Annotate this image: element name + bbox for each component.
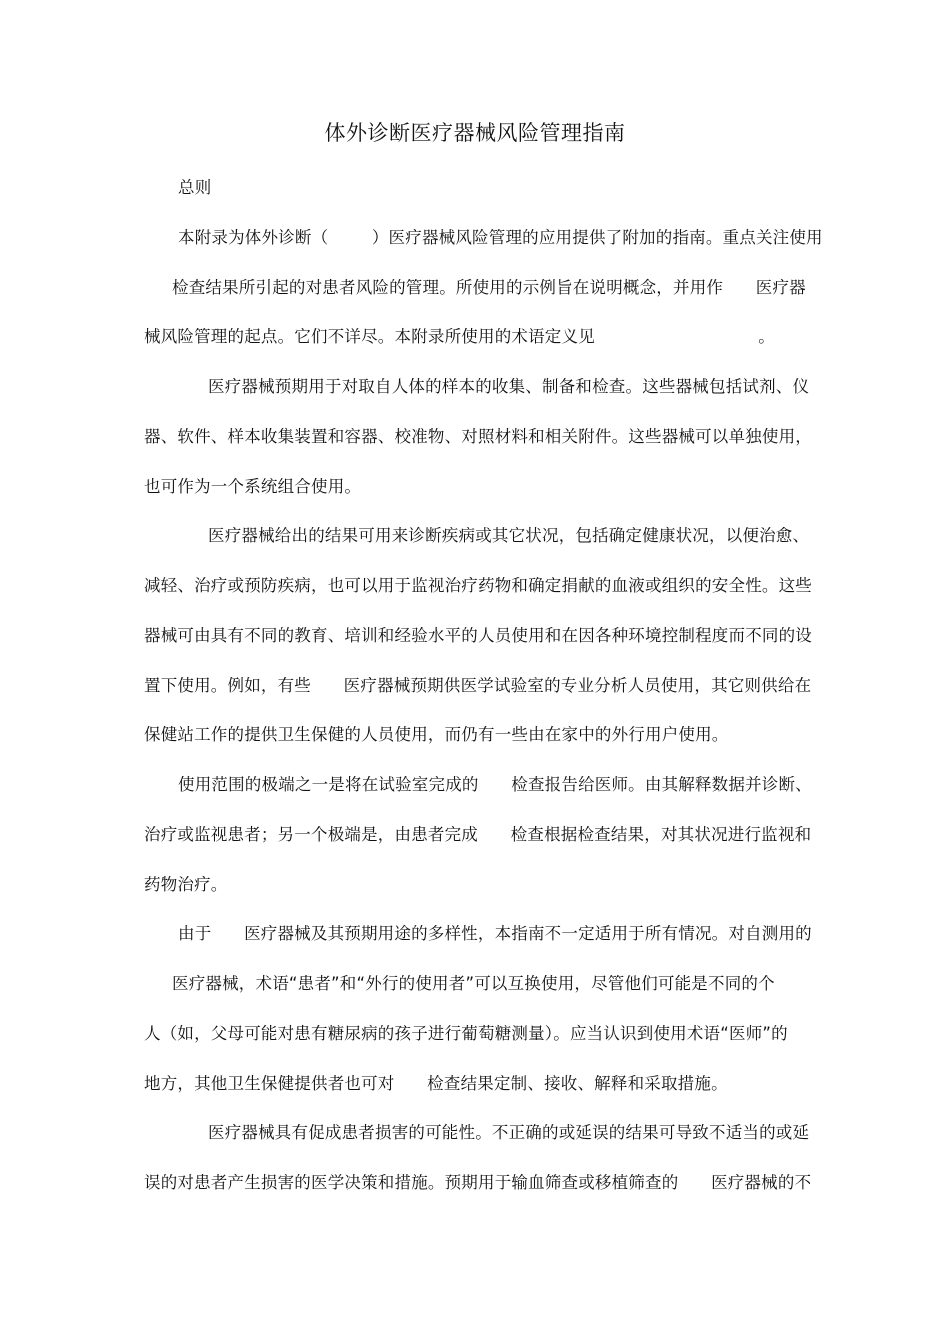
paragraph-line: 治疗或监视患者；另一个极端是，由患者完成 检查根据检查结果，对其状况进行监视和 — [144, 825, 812, 844]
paragraph-line: 医疗器械预期用于对取自人体的样本的收集、制备和检查。这些器械包括试剂、仪 — [208, 377, 810, 396]
paragraph-line: 药物治疗。 — [144, 875, 228, 894]
paragraph-line: 地方，其他卫生保健提供者也可对 检查结果定制、接收、解释和采取措施。 — [144, 1074, 728, 1093]
paragraph-line: 也可作为一个系统组合使用。 — [144, 477, 362, 496]
paragraph-line: 器械可由具有不同的教育、培训和经验水平的人员使用和在因各种环境控制程度而不同的设 — [144, 626, 812, 645]
paragraph-line: 由于 医疗器械及其预期用途的多样性，本指南不一定适用于所有情况。对自测用的 — [178, 924, 812, 943]
paragraph-line: 器、软件、样本收集装置和容器、校准物、对照材料和相关附件。这些器械可以单独使用， — [144, 427, 812, 446]
paragraph-line: 人（如，父母可能对患有糖尿病的孩子进行葡萄糖测量）。应当认识到使用术语“医师”的 — [144, 1024, 788, 1043]
document-title: 体外诊断医疗器械风险管理指南 — [324, 121, 626, 145]
paragraph-line: 误的对患者产生损害的医学决策和措施。预期用于输血筛查或移植筛查的 医疗器械的不 — [144, 1173, 812, 1192]
paragraph-line: 医疗器械，术语“患者”和“外行的使用者”可以互换使用，尽管他们可能是不同的个 — [172, 974, 775, 993]
paragraph-line: 医疗器械具有促成患者损害的可能性。不正确的或延误的结果可导致不适当的或延 — [208, 1123, 810, 1142]
paragraph-line: 医疗器械给出的结果可用来诊断疾病或其它状况，包括确定健康状况，以便治愈、 — [208, 526, 810, 545]
paragraph-line: 使用范围的极端之一是将在试验室完成的 检查报告给医师。由其解释数据并诊断、 — [178, 775, 812, 794]
paragraph-line: 减轻、治疗或预防疾病，也可以用于监视治疗药物和确定捐献的血液或组织的安全性。这些 — [144, 576, 812, 595]
paragraph-line: 保健站工作的提供卫生保健的人员使用，而仍有一些由在家中的外行用户使用。 — [144, 725, 729, 744]
paragraph-line: 置下使用。例如，有些 医疗器械预期供医学试验室的专业分析人员使用，其它则供给在 — [144, 676, 812, 695]
paragraph-line: 检查结果所引起的对患者风险的管理。所使用的示例旨在说明概念，并用作 医疗器 — [172, 278, 806, 297]
paragraph-line: 械风险管理的起点。它们不详尽。本附录所使用的术语定义见 。 — [144, 327, 775, 346]
paragraph-line: 本附录为体外诊断（ ）医疗器械风险管理的应用提供了附加的指南。重点关注使用 — [178, 228, 823, 247]
section-heading: 总则 — [178, 178, 212, 197]
